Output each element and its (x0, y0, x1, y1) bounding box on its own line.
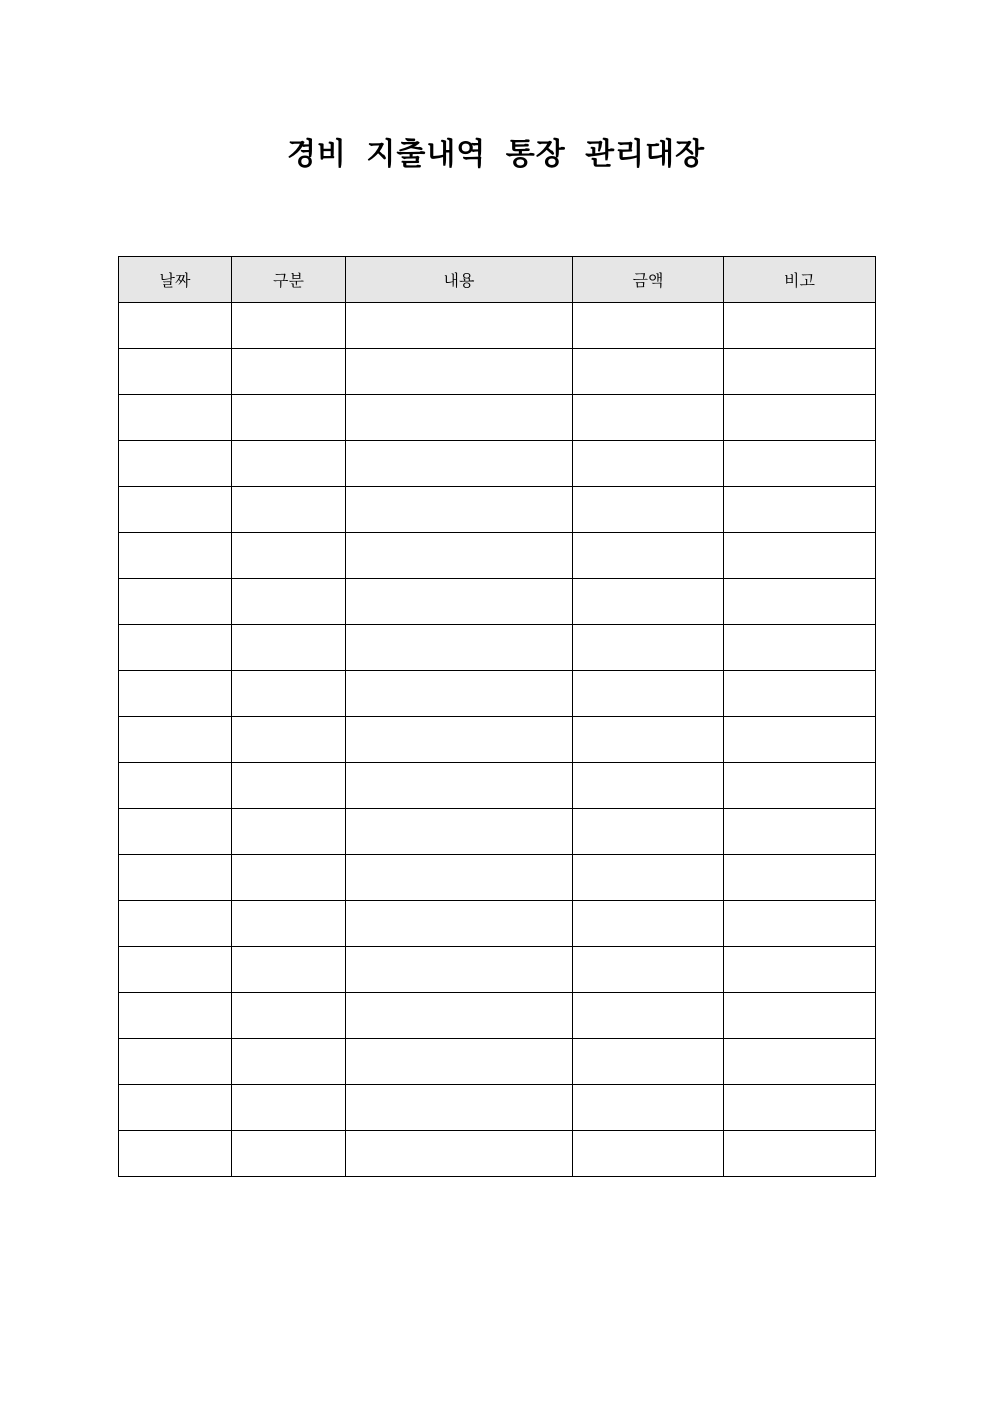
table-row (119, 855, 876, 901)
category-cell (232, 855, 346, 901)
date-cell (119, 1131, 232, 1177)
table-row (119, 993, 876, 1039)
remarks-cell (724, 1131, 876, 1177)
date-cell (119, 809, 232, 855)
table-row (119, 441, 876, 487)
category-cell (232, 993, 346, 1039)
table-row (119, 487, 876, 533)
description-cell (346, 533, 573, 579)
table-row (119, 533, 876, 579)
date-cell (119, 625, 232, 671)
category-cell (232, 579, 346, 625)
amount-cell (573, 395, 724, 441)
remarks-cell (724, 947, 876, 993)
amount-cell (573, 625, 724, 671)
table-row (119, 395, 876, 441)
amount-cell (573, 901, 724, 947)
description-cell (346, 1039, 573, 1085)
description-cell (346, 1085, 573, 1131)
description-cell (346, 993, 573, 1039)
category-cell (232, 763, 346, 809)
remarks-cell (724, 303, 876, 349)
amount-cell (573, 579, 724, 625)
description-cell (346, 395, 573, 441)
table-row (119, 1131, 876, 1177)
table-row (119, 671, 876, 717)
date-cell (119, 303, 232, 349)
amount-cell (573, 993, 724, 1039)
column-header-description: 내용 (346, 257, 573, 303)
description-cell (346, 349, 573, 395)
description-cell (346, 763, 573, 809)
remarks-cell (724, 855, 876, 901)
date-cell (119, 533, 232, 579)
table-row (119, 349, 876, 395)
column-header-amount: 금액 (573, 257, 724, 303)
category-cell (232, 349, 346, 395)
category-cell (232, 671, 346, 717)
remarks-cell (724, 1039, 876, 1085)
category-cell (232, 303, 346, 349)
category-cell (232, 1085, 346, 1131)
date-cell (119, 441, 232, 487)
date-cell (119, 349, 232, 395)
page-title: 경비 지출내역 통장 관리대장 (286, 137, 706, 172)
date-cell (119, 717, 232, 763)
table-row (119, 625, 876, 671)
remarks-cell (724, 349, 876, 395)
category-cell (232, 717, 346, 763)
date-cell (119, 947, 232, 993)
category-cell (232, 901, 346, 947)
description-cell (346, 947, 573, 993)
category-cell (232, 625, 346, 671)
date-cell (119, 901, 232, 947)
column-header-remarks: 비고 (724, 257, 876, 303)
date-cell (119, 1039, 232, 1085)
amount-cell (573, 763, 724, 809)
date-cell (119, 487, 232, 533)
remarks-cell (724, 487, 876, 533)
amount-cell (573, 303, 724, 349)
description-cell (346, 809, 573, 855)
remarks-cell (724, 717, 876, 763)
date-cell (119, 579, 232, 625)
remarks-cell (724, 993, 876, 1039)
category-cell (232, 947, 346, 993)
amount-cell (573, 349, 724, 395)
description-cell (346, 901, 573, 947)
remarks-cell (724, 395, 876, 441)
remarks-cell (724, 1085, 876, 1131)
remarks-cell (724, 533, 876, 579)
table-row (119, 717, 876, 763)
description-cell (346, 717, 573, 763)
amount-cell (573, 1131, 724, 1177)
amount-cell (573, 671, 724, 717)
description-cell (346, 671, 573, 717)
table-body (119, 303, 876, 1177)
remarks-cell (724, 763, 876, 809)
date-cell (119, 763, 232, 809)
category-cell (232, 809, 346, 855)
category-cell (232, 1039, 346, 1085)
category-cell (232, 533, 346, 579)
amount-cell (573, 855, 724, 901)
table-row (119, 809, 876, 855)
amount-cell (573, 947, 724, 993)
description-cell (346, 625, 573, 671)
description-cell (346, 1131, 573, 1177)
category-cell (232, 1131, 346, 1177)
column-header-category: 구분 (232, 257, 346, 303)
amount-cell (573, 441, 724, 487)
amount-cell (573, 487, 724, 533)
description-cell (346, 855, 573, 901)
category-cell (232, 441, 346, 487)
table-header-row (119, 257, 876, 303)
date-cell (119, 671, 232, 717)
remarks-cell (724, 441, 876, 487)
amount-cell (573, 533, 724, 579)
table-row (119, 947, 876, 993)
description-cell (346, 441, 573, 487)
table-row (119, 1085, 876, 1131)
remarks-cell (724, 901, 876, 947)
date-cell (119, 395, 232, 441)
expense-ledger-table (118, 256, 876, 1177)
remarks-cell (724, 625, 876, 671)
amount-cell (573, 717, 724, 763)
category-cell (232, 487, 346, 533)
table-row (119, 901, 876, 947)
column-header-date: 날짜 (119, 257, 232, 303)
category-cell (232, 395, 346, 441)
remarks-cell (724, 579, 876, 625)
amount-cell (573, 1085, 724, 1131)
date-cell (119, 1085, 232, 1131)
date-cell (119, 993, 232, 1039)
description-cell (346, 579, 573, 625)
description-cell (346, 303, 573, 349)
date-cell (119, 855, 232, 901)
table-row (119, 763, 876, 809)
remarks-cell (724, 809, 876, 855)
remarks-cell (724, 671, 876, 717)
description-cell (346, 487, 573, 533)
table-row (119, 1039, 876, 1085)
table-row (119, 303, 876, 349)
amount-cell (573, 1039, 724, 1085)
amount-cell (573, 809, 724, 855)
table-row (119, 579, 876, 625)
